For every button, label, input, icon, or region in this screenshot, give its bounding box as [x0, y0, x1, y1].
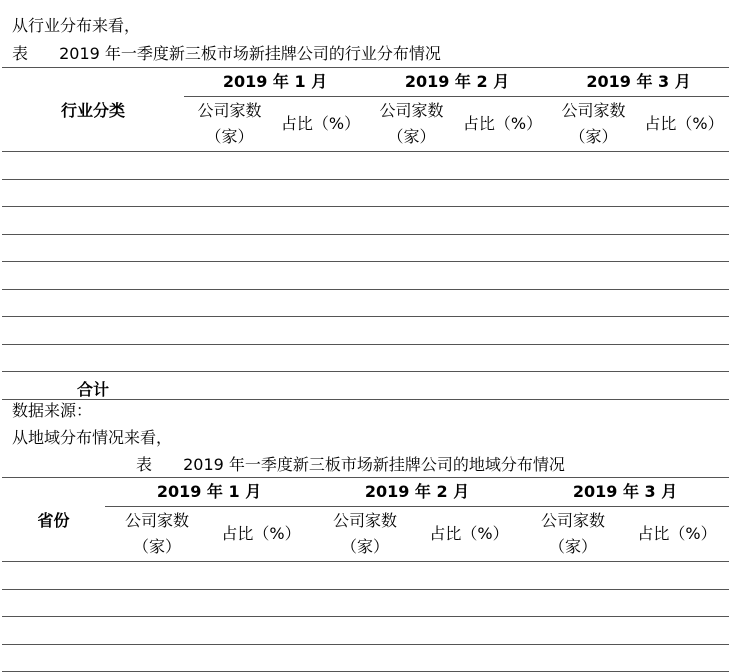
count-header: 公司家数 （家）: [105, 507, 209, 562]
region-table: [2, 477, 729, 672]
table1-caption: [12, 44, 441, 64]
month-header-jan: 2019 年 1 月: [184, 68, 366, 97]
ratio-header: 占比（%）: [625, 507, 729, 562]
table1-caption-title: 2019 年一季度新三板市场新挂牌公司的行业分布情况: [59, 44, 441, 63]
intro-region: 从地域分布情况来看，: [12, 428, 173, 447]
month-header-feb: 2019 年 2 月: [313, 478, 521, 507]
count-header: 公司家数 （家）: [313, 507, 417, 562]
ratio-header: 占比（%）: [275, 97, 366, 152]
count-header: 公司家数 （家）: [548, 97, 639, 152]
ratio-header: 占比（%）: [639, 97, 729, 152]
table-row: [2, 179, 729, 207]
table2-caption-title: 2019 年一季度新三板市场新挂牌公司的地域分布情况: [183, 455, 565, 474]
industry-category-header: 行业分类: [2, 68, 184, 152]
ratio-header: 占比（%）: [417, 507, 521, 562]
ratio-header: 占比（%）: [457, 97, 548, 152]
industry-table: [2, 67, 729, 400]
table1-caption-prefix: 表: [12, 44, 29, 63]
table-row: [2, 317, 729, 345]
table-row: [2, 644, 729, 672]
table2-caption: [136, 455, 565, 475]
total-cells: [184, 372, 729, 400]
ratio-header: 占比（%）: [209, 507, 313, 562]
table-row: [2, 589, 729, 617]
table2-caption-prefix: 表: [136, 455, 153, 474]
month-header-feb: 2019 年 2 月: [366, 68, 548, 97]
table-row: [2, 617, 729, 645]
source-label: 数据来源：: [12, 401, 93, 420]
table-row: [2, 289, 729, 317]
month-header-mar: 2019 年 3 月: [548, 68, 729, 97]
count-header: 公司家数 （家）: [184, 97, 275, 152]
table-row: [2, 234, 729, 262]
month-header-jan: 2019 年 1 月: [105, 478, 313, 507]
count-header: 公司家数 （家）: [521, 507, 625, 562]
table-row: [2, 262, 729, 290]
table-row: [2, 344, 729, 372]
region-category-header: 省份: [2, 478, 105, 562]
count-header: 公司家数 （家）: [366, 97, 457, 152]
table-row: [2, 562, 729, 590]
month-header-mar: 2019 年 3 月: [521, 478, 729, 507]
intro-industry: 从行业分布来看，: [12, 16, 141, 35]
table-row: [2, 152, 729, 180]
total-label: 合计: [2, 372, 184, 400]
table-row: [2, 207, 729, 235]
